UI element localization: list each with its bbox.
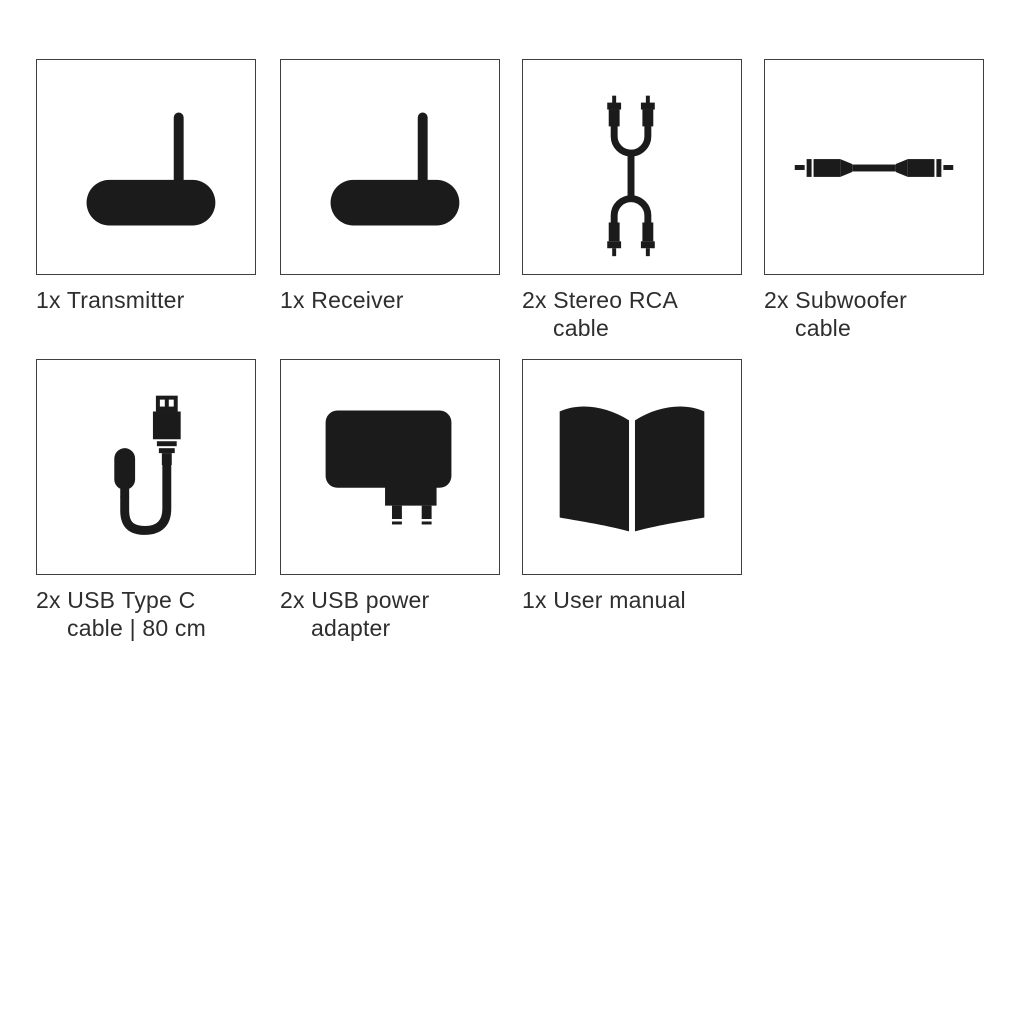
receiver-icon [281, 60, 499, 274]
stereo-rca-cable-icon [523, 60, 741, 274]
box-item-usb-power-adapter [280, 359, 500, 642]
item-label [280, 586, 500, 642]
item-label-line1: 1x Receiver [280, 287, 404, 313]
item-frame [280, 59, 500, 275]
item-frame [522, 359, 742, 575]
usb-power-adapter-icon [281, 360, 499, 574]
item-label-line1: 1x Transmitter [36, 287, 185, 313]
item-label [280, 286, 500, 314]
item-label-line2: cable | 80 cm [67, 615, 206, 641]
item-label [36, 286, 256, 314]
item-frame [36, 59, 256, 275]
item-frame [522, 59, 742, 275]
box-item-receiver [280, 59, 500, 314]
box-item-subwoofer-cable [764, 59, 984, 342]
item-label-line2: adapter [311, 615, 391, 641]
transmitter-icon [37, 60, 255, 274]
item-label [36, 586, 256, 642]
item-label [522, 286, 742, 342]
box-item-transmitter [36, 59, 256, 314]
user-manual-icon [523, 360, 741, 574]
item-label-line1: 2x USB Type C [36, 587, 196, 613]
item-frame [36, 359, 256, 575]
item-frame [280, 359, 500, 575]
item-label [522, 586, 742, 614]
box-item-user-manual [522, 359, 742, 614]
item-label-line1: 1x User manual [522, 587, 686, 613]
box-item-usb-type-c-cable [36, 359, 256, 642]
item-label-line2: cable [795, 315, 851, 341]
item-label-line1: 2x Subwoofer [764, 287, 908, 313]
subwoofer-cable-icon [765, 60, 983, 274]
item-frame [764, 59, 984, 275]
item-label [764, 286, 984, 342]
item-label-line1: 2x Stereo RCA [522, 287, 678, 313]
item-label-line2: cable [553, 315, 609, 341]
box-item-stereo-rca-cable [522, 59, 742, 342]
item-label-line1: 2x USB power [280, 587, 430, 613]
usb-type-c-cable-icon [37, 360, 255, 574]
